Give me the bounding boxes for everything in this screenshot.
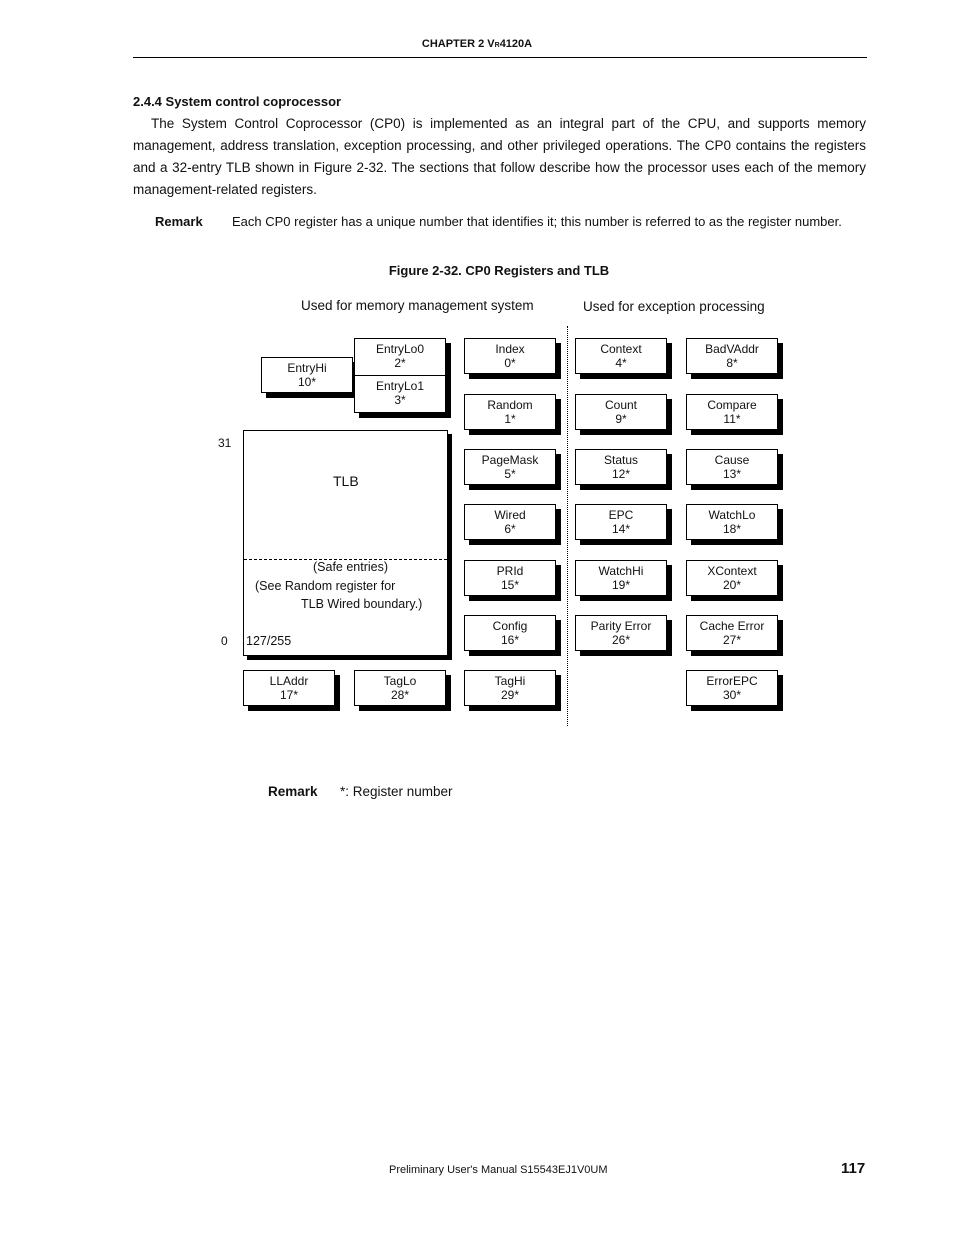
figure-remark-text: *: Register number [340, 784, 453, 799]
page-number: 117 [841, 1160, 866, 1177]
tlb-bottom-index: 0 [221, 634, 228, 648]
register-compare: Compare 11* [686, 394, 778, 430]
register-pagemask: PageMask 5* [464, 449, 556, 485]
tlb-top-index: 31 [218, 436, 232, 450]
register-entrylo1: EntryLo1 3* [354, 375, 446, 413]
remark-label: Remark [155, 214, 203, 229]
register-entryhi: EntryHi 10* [261, 357, 353, 393]
register-config: Config 16* [464, 615, 556, 651]
register-index: Index 0* [464, 338, 556, 374]
register-context: Context 4* [575, 338, 667, 374]
register-status: Status 12* [575, 449, 667, 485]
register-watchlo: WatchLo 18* [686, 504, 778, 540]
figure-caption: Figure 2-32. CP0 Registers and TLB [388, 263, 610, 278]
register-epc: EPC 14* [575, 504, 667, 540]
register-prid: PRId 15* [464, 560, 556, 596]
register-lladdr: LLAddr 17* [243, 670, 335, 706]
tlb-safe-entries: (Safe entries) [313, 560, 389, 574]
register-random: Random 1* [464, 394, 556, 430]
tlb-box [243, 430, 448, 656]
header-rule [133, 57, 867, 58]
register-errorepc: ErrorEPC 30* [686, 670, 778, 706]
register-xcontext: XContext 20* [686, 560, 778, 596]
register-count: Count 9* [575, 394, 667, 430]
tlb-title: TLB [333, 473, 359, 489]
register-entrylo0: EntryLo0 2* [354, 338, 446, 376]
tlb-wired-boundary-text: TLB Wired boundary.) [301, 597, 423, 611]
register-taghi: TagHi 29* [464, 670, 556, 706]
tlb-entries-count: 127/255 [246, 634, 292, 648]
section-paragraph: The System Control Coprocessor (CP0) is implemented as an integral part of the CPU, and supports memory management, address translation, exception processing, and other privileged operations. The CP0 contains the registers and a 32-entry TLB shown in Figure 2-32. The sections that follow describe how the processor uses each of the memory management-related registers. [133, 116, 866, 197]
register-watchhi: WatchHi 19* [575, 560, 667, 596]
register-taglo: TagLo 28* [354, 670, 446, 706]
figure-remark-label: Remark [268, 784, 318, 799]
tlb-see-random: (See Random register for [255, 579, 396, 593]
register-badvaddr: BadVAddr 8* [686, 338, 778, 374]
exception-processing-label: Used for exception processing [583, 299, 765, 314]
remark-text: Each CP0 register has a unique number that identifies it; this number is referred to as the register number. [232, 214, 842, 229]
chapter-header: CHAPTER 2 VR4120A [421, 38, 533, 50]
memory-management-label: Used for memory management system [301, 298, 534, 313]
section-title: 2.4.4 System control coprocessor [133, 94, 342, 109]
register-cache-error: Cache Error 27* [686, 615, 778, 651]
figure-divider [567, 326, 568, 726]
register-cause: Cause 13* [686, 449, 778, 485]
footer-manual: Preliminary User's Manual S15543EJ1V0UM [389, 1164, 608, 1176]
register-parity-error: Parity Error 26* [575, 615, 667, 651]
register-wired: Wired 6* [464, 504, 556, 540]
